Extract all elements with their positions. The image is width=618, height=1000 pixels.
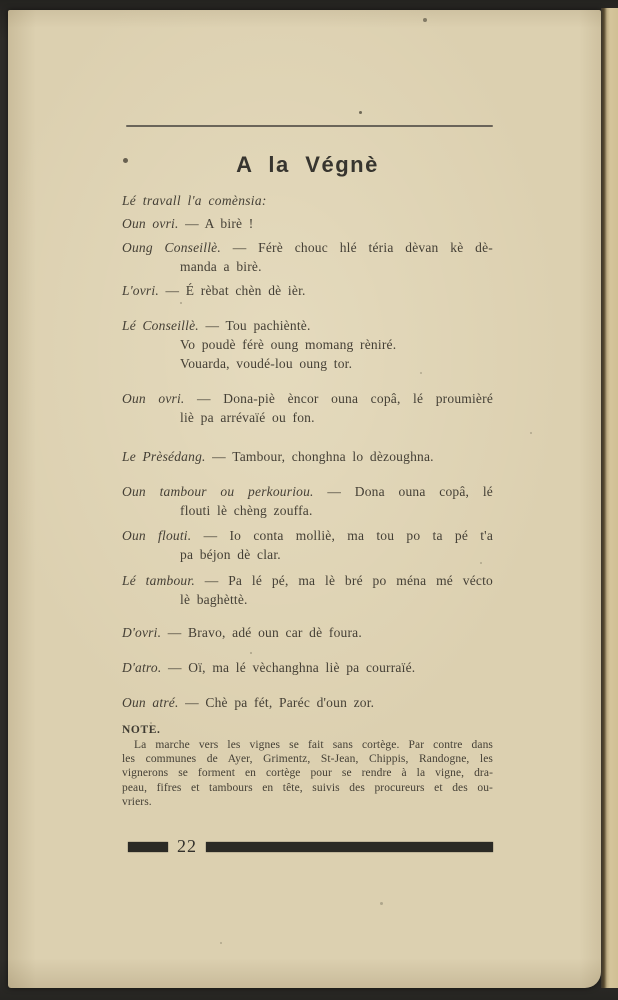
- dialogue-text: — Dona-piè èncor ouna copâ, lé proumièré: [197, 391, 494, 406]
- ink-speck: [359, 111, 362, 114]
- speaker-name: Oung Conseillè.: [122, 240, 221, 255]
- speaker-name: Oun ovri.: [122, 216, 179, 231]
- dialogue-line: [122, 693, 493, 712]
- dialogue-entry: [122, 214, 493, 233]
- dialogue-line: [122, 658, 493, 677]
- dialogue-text: — Dona ouna copâ, lé: [327, 484, 493, 499]
- stage-direction: Lé travall l'a comènsia:: [122, 193, 267, 208]
- dialogue-entry: [122, 658, 493, 677]
- speaker-name: Oun atré.: [122, 695, 179, 710]
- dialogue-line: [122, 623, 493, 642]
- note-line: La marche vers les vignes se fait sans cortège. Par contre dans: [134, 739, 493, 751]
- dialogue-entry: [122, 571, 493, 609]
- footnote-block: [122, 723, 493, 809]
- text-column: [122, 125, 493, 809]
- ink-speck: [530, 432, 532, 434]
- dialogue-line: [122, 482, 493, 501]
- ink-speck: [423, 18, 427, 22]
- footer-bar-right: [206, 842, 493, 852]
- dialogue-text: — A birè !: [185, 216, 254, 231]
- dialogue-text: — Tou pachièntè.: [205, 318, 311, 333]
- dialogue-line: [122, 281, 493, 300]
- dialogue-text: — Bravo, adé oun car dè foura.: [167, 625, 362, 640]
- dialogue-entry: [122, 316, 493, 373]
- dialogue-entry: [122, 238, 493, 276]
- adjacent-page-edge: [601, 8, 618, 988]
- note-label: NOTE.: [122, 724, 161, 736]
- dialogue-text: — Tambour, chonghna lo dèzoughna.: [212, 449, 434, 464]
- dialogue-line: lè baghèttè.: [180, 592, 248, 607]
- dialogue-text: — Pa lé pé, ma lè bré po ména mé vécto: [204, 573, 493, 588]
- dialogue-text: — Férè chouc hlé téria dèvan kè dè-: [232, 240, 494, 255]
- dialogue-line: [122, 214, 493, 233]
- dialogue-text: — Chè pa fét, Paréc d'oun zor.: [185, 695, 375, 710]
- footer-bar-left: [128, 842, 168, 852]
- dialogue-line: [122, 526, 493, 545]
- dialogue-text: — Io conta molliè, ma tou po ta pé t'a: [203, 528, 494, 543]
- speaker-name: Le Prèsédang.: [122, 449, 206, 464]
- dialogue-line: [122, 389, 493, 408]
- dialogue-text: — É rèbat chèn dè ièr.: [165, 283, 306, 298]
- book-page: [8, 10, 601, 988]
- speaker-name: Oun tambour ou perkouriou.: [122, 484, 314, 499]
- dialogue-entry: [122, 482, 493, 520]
- header-rule: [126, 125, 493, 127]
- dialogue-line: manda a birè.: [180, 259, 262, 274]
- dialogue-line: [122, 571, 493, 590]
- speaker-name: Oun ovri.: [122, 391, 185, 406]
- dialogue-line: [122, 238, 493, 257]
- note-line: vignerons se forment en cortège pour se rendre à la vigne, dra-: [122, 767, 493, 780]
- speaker-name: L'ovri.: [122, 283, 159, 298]
- dialogue-entry: [122, 526, 493, 564]
- dialogue-entry: [122, 389, 493, 427]
- dialogue-line: Vo poudè férè oung momang rèniré.: [180, 337, 397, 352]
- speaker-name: Lé tambour.: [122, 573, 195, 588]
- note-line: peau, fifres et tambours en tête, suivis des procureurs et des ou-: [122, 781, 493, 794]
- dialogue-line: Vouarda, voudé-lou oung tor.: [180, 356, 353, 371]
- dialogue-line: [122, 316, 493, 335]
- page-footer: [128, 836, 493, 858]
- note-line: les communes de Ayer, Grimentz, St-Jean, Chippis, Randogne, les: [122, 753, 493, 766]
- speaker-name: D'atro.: [122, 660, 162, 675]
- dialogue-text: — Oï, ma lé vèchanghna liè pa courraïé.: [168, 660, 416, 675]
- dialogue-entry: [122, 447, 493, 466]
- dialogue-entry: [122, 623, 493, 642]
- speaker-name: D'ovri.: [122, 625, 162, 640]
- dialogue-line: [122, 447, 493, 466]
- page-number: 22: [177, 835, 197, 856]
- speaker-name: Lé Conseillè.: [122, 318, 199, 333]
- dialogue-line: flouti lè chèng zouffa.: [180, 503, 313, 518]
- note-line: vriers.: [122, 795, 152, 808]
- dialogue-line: liè pa arrévaïé ou fon.: [180, 410, 315, 425]
- dialogue-entry: [122, 693, 493, 712]
- dialogue-entry: [122, 281, 493, 300]
- ink-speck: [220, 942, 222, 944]
- speaker-name: Oun flouti.: [122, 528, 192, 543]
- ink-speck: [380, 902, 383, 905]
- page-title: A la Végnè: [236, 152, 379, 177]
- dialogue-line: pa béjon dè clar.: [180, 547, 281, 562]
